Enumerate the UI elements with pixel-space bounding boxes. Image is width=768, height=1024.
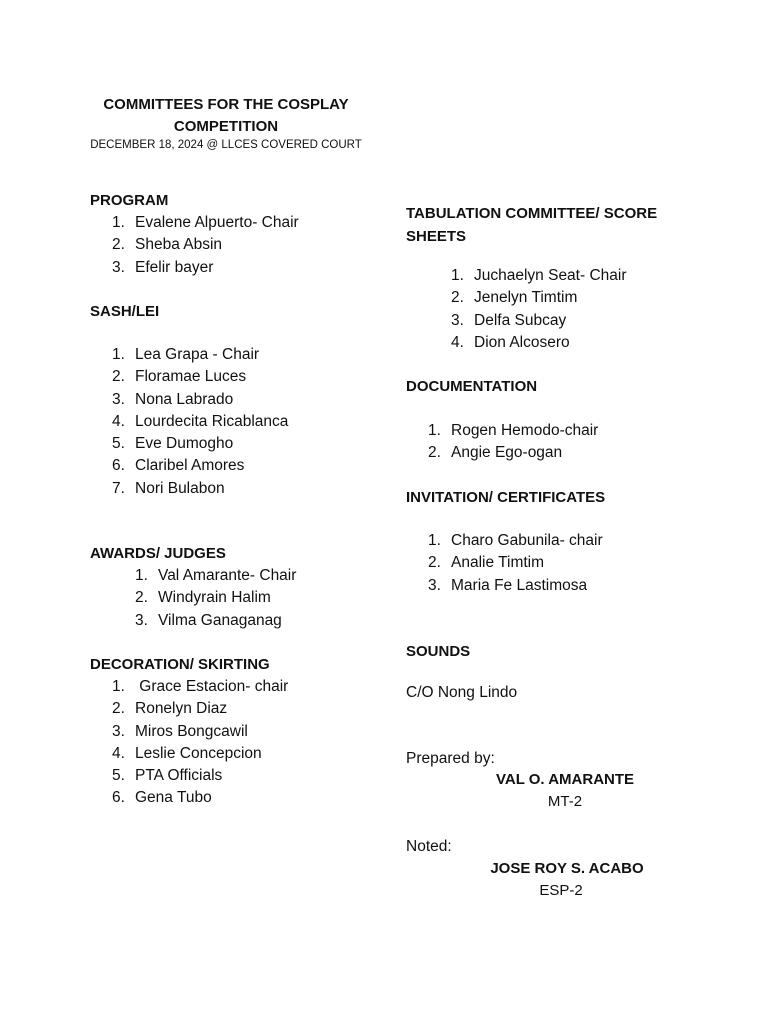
list-item: 5. Eve Dumogho: [112, 435, 234, 453]
tabulation-list: [451, 265, 627, 354]
list-item: 6. Gena Tubo: [112, 789, 212, 807]
list-item: 3. Vilma Ganaganag: [135, 611, 282, 629]
list-item: 4. Leslie Concepcion: [112, 744, 262, 762]
list-item: 5. PTA Officials: [112, 767, 223, 785]
tabulation-heading-line2: SHEETS: [406, 228, 467, 245]
tabulation-heading-line1: TABULATION COMMITTEE/ SCORE: [406, 205, 658, 222]
list-item: 1. Juchaelyn Seat- Chair: [451, 267, 627, 284]
invitation-list: [428, 530, 603, 597]
list-item: 3. Miros Bongcawil: [112, 722, 248, 740]
list-item: 2. Windyrain Halim: [135, 589, 271, 607]
document-subtitle: DECEMBER 18, 2024 @ LLCES COVERED COURT: [90, 139, 362, 151]
list-item: 2. Analie Timtim: [428, 554, 545, 572]
program-heading: PROGRAM: [90, 192, 169, 209]
list-item: 4. Lourdecita Ricablanca: [112, 412, 289, 430]
list-item: 1. Val Amarante- Chair: [135, 567, 297, 584]
list-item: 3. Nona Labrado: [112, 390, 234, 408]
awards-judges-list: [135, 565, 296, 632]
noted-label: Noted:: [406, 838, 452, 855]
list-item: 7. Nori Bulabon: [112, 479, 225, 497]
list-item: 3. Delfa Subcay: [451, 311, 567, 329]
sash-lei-heading: SASH/LEI: [90, 303, 160, 320]
program-list: [112, 212, 299, 279]
list-item: 6. Claribel Amores: [112, 457, 245, 475]
documentation-heading: DOCUMENTATION: [406, 378, 538, 395]
list-item: 2. Jenelyn Timtim: [451, 289, 578, 307]
list-item: 1. Grace Estacion- chair: [112, 678, 289, 695]
list-item: 1. Charo Gabunila- chair: [428, 532, 603, 549]
prepared-name: VAL O. AMARANTE: [495, 771, 635, 788]
document-title-line1: COMMITTEES FOR THE COSPLAY: [103, 96, 349, 113]
list-item: 2. Ronelyn Diaz: [112, 700, 228, 718]
list-item: 1. Lea Grapa - Chair: [112, 346, 260, 363]
noted-name: JOSE ROY S. ACABO: [490, 860, 644, 877]
list-item: 2. Floramae Luces: [112, 368, 247, 386]
list-item: 3. Efelir bayer: [112, 258, 214, 276]
awards-judges-heading: AWARDS/ JUDGES: [90, 545, 226, 562]
documentation-list: [428, 420, 598, 465]
list-item: 4. Dion Alcosero: [451, 333, 570, 351]
prepared-position: MT-2: [547, 793, 583, 810]
sounds-heading: SOUNDS: [406, 643, 471, 660]
list-item: 3. Maria Fe Lastimosa: [428, 576, 588, 594]
list-item: 1. Rogen Hemodo-chair: [428, 422, 599, 439]
invitation-heading: INVITATION/ CERTIFICATES: [406, 489, 606, 506]
list-item: 1. Evalene Alpuerto- Chair: [112, 214, 299, 231]
prepared-label: Prepared by:: [406, 750, 495, 767]
list-item: 2. Angie Ego-ogan: [428, 444, 563, 462]
sash-lei-list: [112, 344, 288, 500]
sounds-text: C/O Nong Lindo: [406, 684, 518, 701]
document-title-line2: COMPETITION: [173, 118, 279, 135]
decoration-heading: DECORATION/ SKIRTING: [90, 656, 270, 673]
decoration-list: [112, 676, 288, 810]
list-item: 2. Sheba Absin: [112, 236, 223, 254]
noted-position: ESP-2: [539, 882, 583, 899]
